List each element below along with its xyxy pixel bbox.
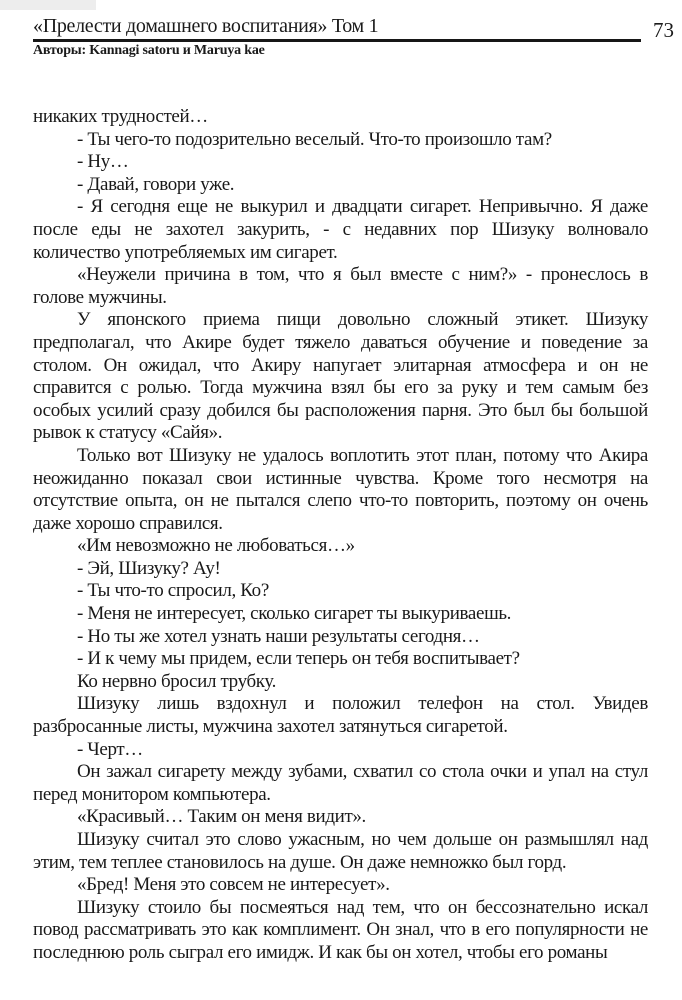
paragraph: «Им невозможно не любоваться…» (77, 535, 355, 557)
paragraph: - Черт… (77, 738, 143, 760)
paragraph: - Меня не интересует, сколько сигарет ты выкуриваешь. (77, 603, 512, 625)
paragraph: - Ты что-то спросил, Ко? (77, 580, 269, 602)
book-title: «Прелести домашнего воспитания» Том 1 (33, 15, 379, 37)
body-text (33, 106, 648, 965)
paragraph: - Ты чего-то подозрительно веселый. Что-то произошло там? (77, 128, 552, 150)
header-row (0, 15, 682, 42)
paragraph: Только вот Шизуку не удалось воплотить этот план, потому что Акира неожиданно показал свои истинные чувства. Кроме того несмотря на отсутствие опыта, он не пытался слепо что-то повторить, поэтому он очень даже хорошо справился. (33, 444, 648, 534)
paragraph: «Красивый… Таким он меня видит». (77, 806, 366, 828)
paragraph: - Но ты же хотел узнать наши результаты сегодня… (77, 625, 480, 647)
paragraph: «Бред! Меня это совсем не интересует». (77, 874, 390, 896)
authors-line: Авторы: Kannagi satoru и Maruya kae (33, 43, 265, 58)
paragraph: «Неужели причина в том, что я был вместе с ним?» - пронеслось в голове мужчины. (33, 264, 648, 308)
paragraph: никаких трудностей… (33, 106, 208, 127)
scan-artifact (0, 0, 96, 10)
paragraph: - Я сегодня еще не выкурил и двадцати сигарет. Непривычно. Я даже после еды не захотел закурить, - с недавних пор Шизуку волновало количество употребляемых им сигарет. (33, 196, 648, 263)
paragraph: - Эй, Шизуку? Ау! (77, 557, 221, 579)
page-header (0, 0, 682, 60)
page-number: 73 (653, 18, 674, 42)
paragraph: Шизуку лишь вздохнул и положил телефон на стол. Увидев разбросанные листы, мужчина захотел затянуться сигаретой. (33, 693, 648, 738)
paragraph: - Ну… (77, 151, 129, 173)
paragraph: У японского приема пищи довольно сложный этикет. Шизуку предполагал, что Акире будет тяжело даваться обучение и поведение за столом. Он ожидал, что Акиру напугает элитарная атмосфера и он не справится с ролью. Тогда мужчина взял бы его за руку и тем самым без особых усилий сразу добился бы расположения парня. Это был бы большой рывок к статусу «Сайя». (33, 309, 648, 444)
paragraph: Ко нервно бросил трубку. (77, 670, 277, 692)
title-underline (33, 15, 641, 42)
paragraph: Шизуку стоило бы посмеяться над тем, что он бессознательно искал повод рассматривать это как комплимент. Он знал, что в его популярности не последнюю роль сыграл его имидж. И как бы он хотел, чтобы его романы (33, 896, 648, 963)
paragraph: Шизуку считал это слово ужасным, но чем дольше он размышлял над этим, тем теплее становилось на душе. Он даже немножко был горд. (33, 829, 648, 873)
paragraph: - И к чему мы придем, если теперь он тебя воспитывает? (77, 648, 520, 670)
paragraph: Он зажал сигарету между зубами, схватил со стола очки и упал на стул перед монитором компьютера. (33, 761, 648, 805)
paragraph: - Давай, говори уже. (77, 173, 235, 195)
